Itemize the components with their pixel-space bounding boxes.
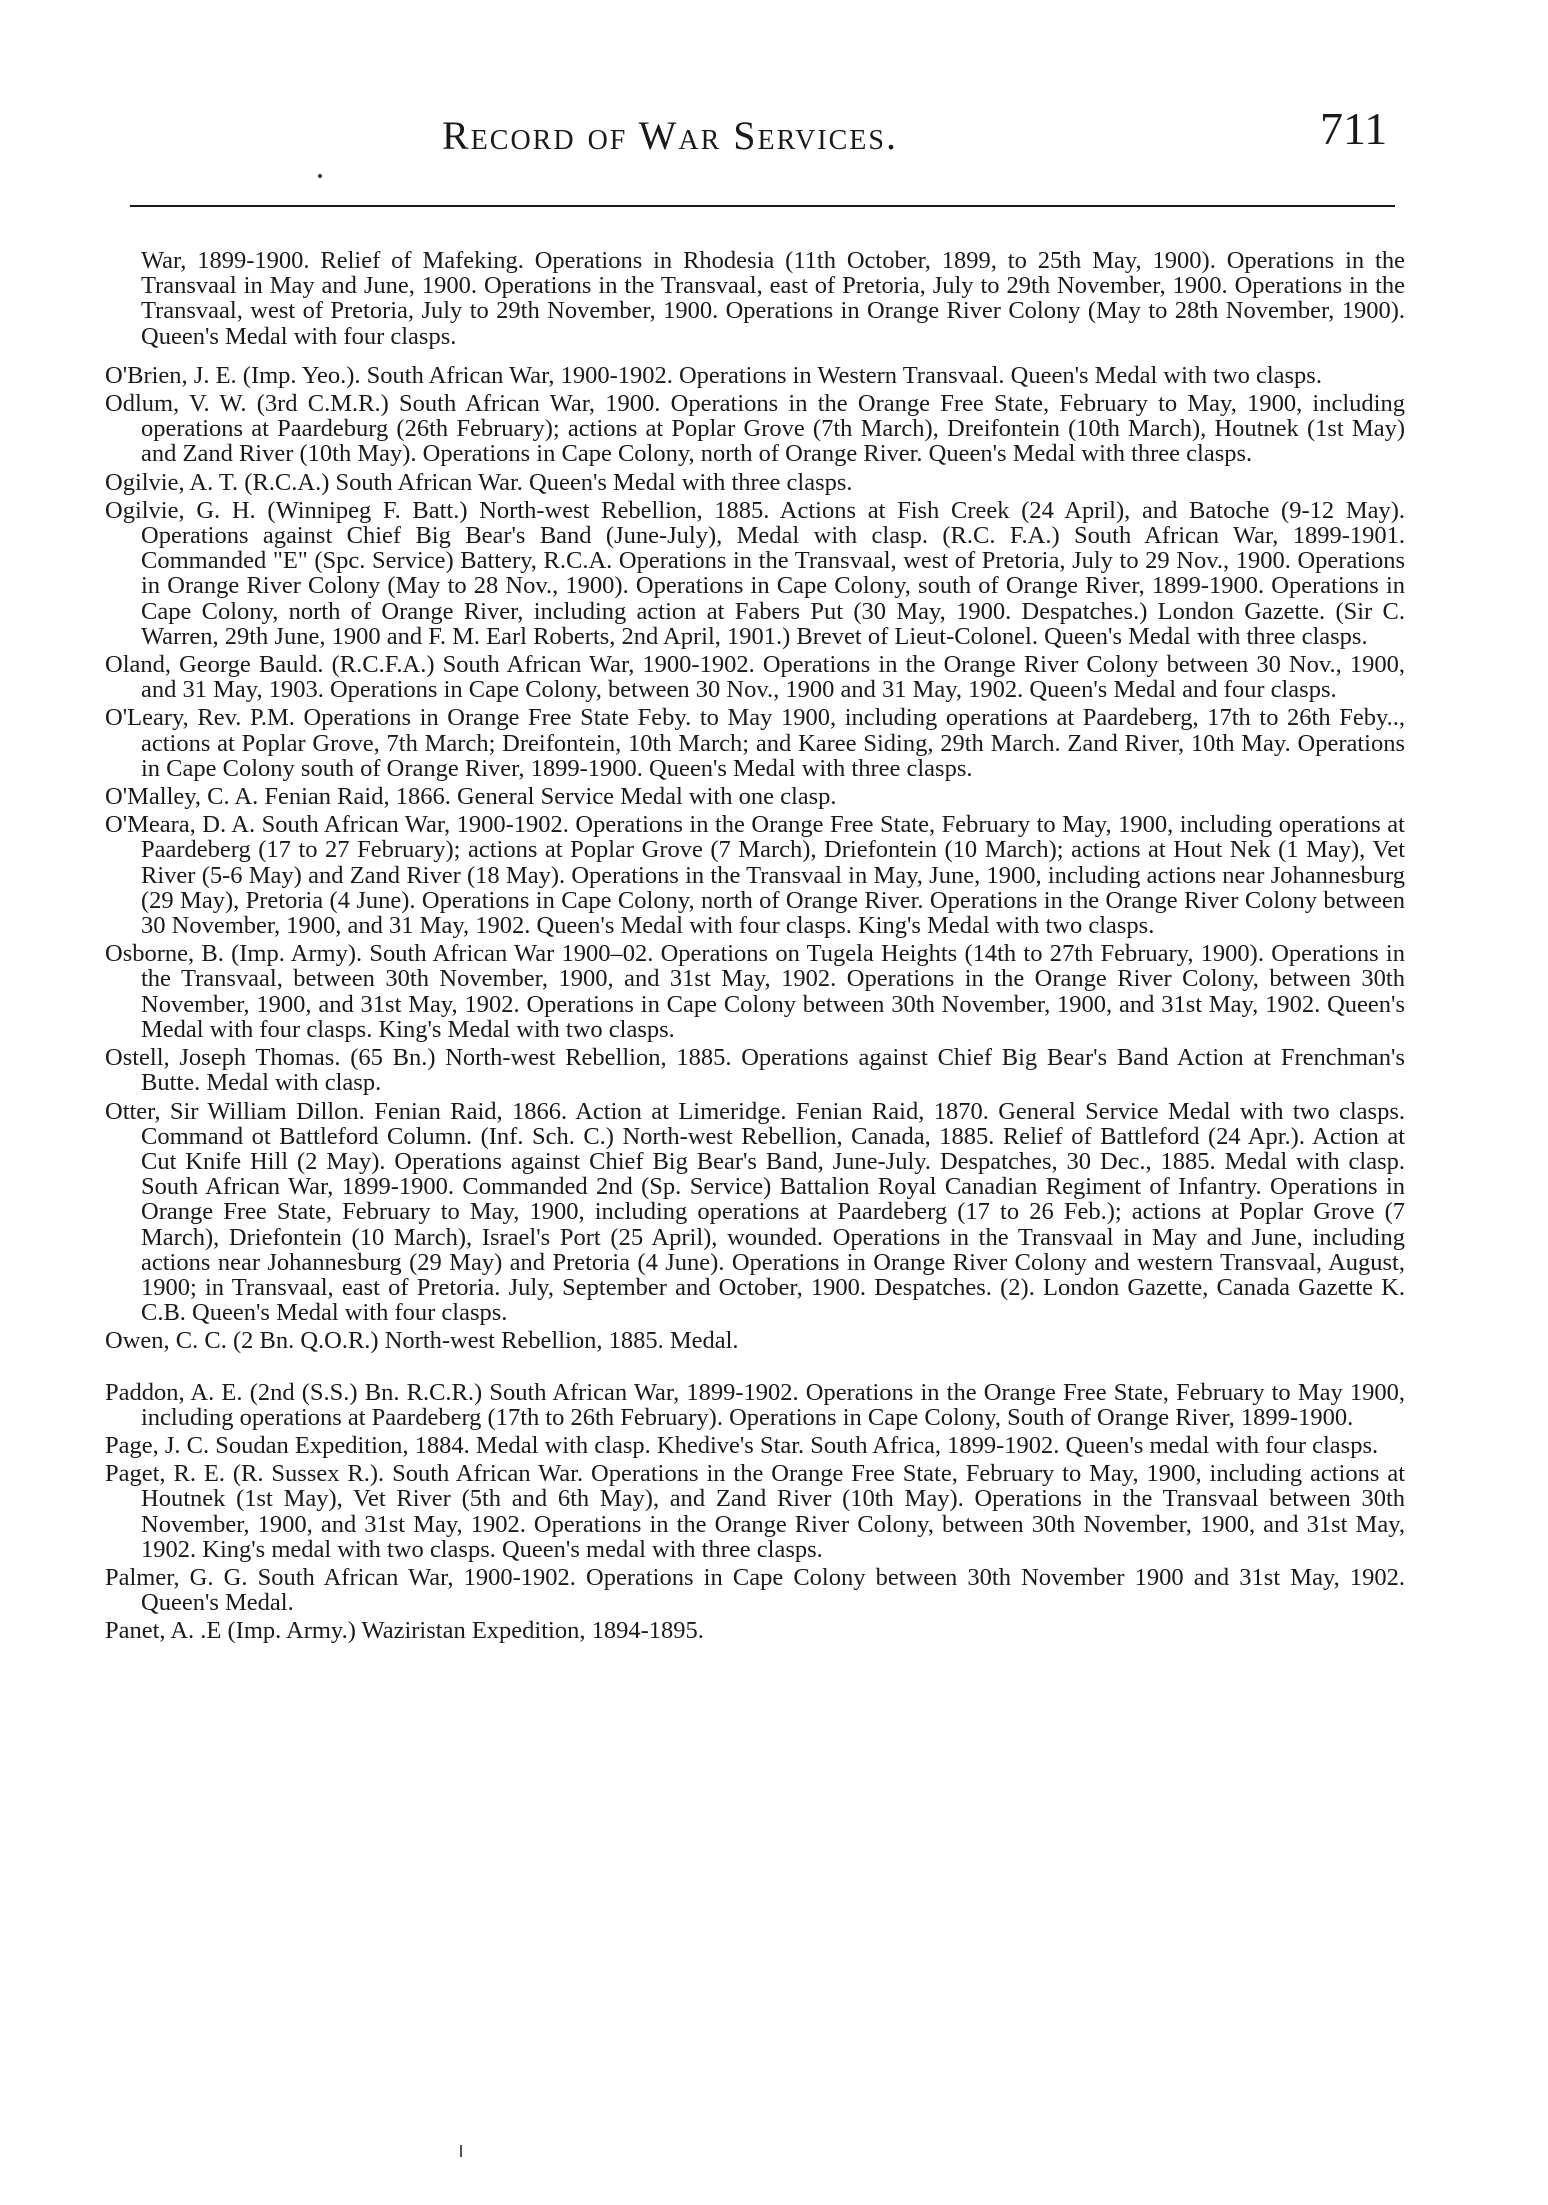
record-entry	[105, 784, 1405, 809]
entry-text: (3rd C.M.R.) South African War, 1900. Operations in the Orange Free State, February to May, 1900, including operations at Paardeburg (26th February); actions at Poplar Grove (7th March), Dreifontein (10th March), Houtnek (1st May) and Zand River (10th May). Operations in Cape Colony, north of Orange River. Queen's Medal with three clasps.	[141, 390, 1405, 468]
entry-name: Page, J. C.	[105, 1431, 210, 1459]
entry-name: Odlum, V. W.	[105, 390, 247, 418]
entry-name: Palmer, G. G.	[105, 1563, 248, 1591]
record-entry	[105, 1328, 1405, 1353]
entry-text: (R. Sussex R.). South African War. Operations in the Orange Free State, February to May, 1900, including actions at Houtnek (1st May), Vet River (5th and 6th May), and Zand River (10th May). Operations in the Transvaal between 30th November, 1900, and 31st May, 1902. Operations in the Orange River Colony, between 30th November, 1900, and 31st May, 1902. King's medal with two clasps. Queen's medal with three clasps.	[141, 1460, 1405, 1563]
record-entry	[105, 1565, 1405, 1615]
page-header	[0, 0, 1548, 210]
header-rule	[130, 205, 1395, 207]
entry-name: Ostell, Joseph Thomas.	[105, 1044, 341, 1072]
entry-text: (2 Bn. Q.O.R.) North-west Rebellion, 1885. Medal.	[232, 1327, 739, 1355]
record-entry	[105, 470, 1405, 495]
entry-name: O'Malley, C. A.	[105, 783, 259, 811]
record-entry	[105, 1045, 1405, 1095]
continuation-text: War, 1899-1900. Relief of Mafeking. Operations in Rhodesia (11th October, 1899, to 25th May, 1900). Operations in the Transvaal in May and June, 1900. Operations in the Transvaal, east of Pretoria, July to 29th November, 1900. Operations in the Transvaal, west of Pretoria, July to 29th November, 1900. Operations in Orange River Colony (May to 28th November, 1900). Queen's Medal with four clasps.	[141, 247, 1405, 350]
entry-name: Owen, C. C.	[105, 1327, 227, 1355]
entry-text: (Imp. Yeo.). South African War, 1900-1902. Operations in Western Transvaal. Queen's Medal with two clasps.	[242, 361, 1322, 389]
entry-name: Paddon, A. E.	[105, 1378, 243, 1406]
entry-name: Otter, Sir William Dillon.	[105, 1097, 365, 1125]
entry-name: O'Meara, D. A.	[105, 811, 256, 839]
entry-text: (2nd (S.S.) Bn. R.C.R.) South African War, 1899-1902. Operations in the Orange Free State, February to May 1900, including operations at Paardeberg (17th to 26th February). Operations in Cape Colony, South of Orange River, 1899-1900.	[141, 1378, 1406, 1431]
record-entry	[105, 941, 1405, 1042]
entry-name: O'Leary, Rev. P.M.	[105, 704, 295, 732]
record-entry	[105, 1380, 1405, 1430]
entry-text: Fenian Raid, 1866. General Service Medal with one clasp.	[264, 783, 837, 811]
entry-text: Fenian Raid, 1866. Action at Limeridge. Fenian Raid, 1870. General Service Medal with two clasps. Command ot Battleford Column. (Inf. Sch. C.) North-west Rebellion, Canada, 1885. Relief of Battleford (24 Apr.). Action at Cut Knife Hill (2 May). Operations against Chief Big Bear's Band, June-July. Despatches, 30 Dec., 1885. Medal with clasp. South African War, 1899-1900. Commanded 2nd (Sp. Service) Battalion Royal Canadian Regiment of Infantry. Operations in Orange Free State, February to May, 1900, including operations at Paardeberg (17 to 26 Feb.); actions at Poplar Grove (7 March), Driefontein (10 March), Israel's Port (25 April), wounded. Operations in the Transvaal in May and June, including actions near Johannesburg (29 May) and Pretoria (4 June). Operations in Orange River Colony and western Transvaal, August, 1900; in Transvaal, east of Pretoria. July, September and October, 1900. Despatches. (2). London Gazette, Canada Gazette K. C.B. Queen's Medal with four clasps.	[141, 1097, 1405, 1327]
entry-name: Ogilvie, G. H.	[105, 496, 256, 524]
entry-name: Paget, R. E.	[105, 1460, 225, 1488]
print-speck	[318, 174, 322, 178]
entry-name: O'Brien, J. E.	[105, 361, 237, 389]
entry-text: (R.C.F.A.) South African War, 1900-1902. Operations in the Orange River Colony between 30 Nov., 1900, and 31 May, 1903. Operations in Cape Colony, between 30 Nov., 1900 and 31 May, 1902. Queen's Medal and four clasps.	[141, 651, 1406, 704]
entry-text: South African War, 1900-1902. Operations in Cape Colony between 30th November 1900 and 31st May, 1902. Queen's Medal.	[141, 1563, 1406, 1617]
entry-name: Ogilvie, A. T.	[105, 468, 239, 496]
entry-name: Osborne, B.	[105, 940, 224, 968]
record-entry	[105, 391, 1405, 467]
record-entry	[105, 1433, 1405, 1458]
entry-text: Operations in Orange Free State Feby. to May 1900, including operations at Paardeberg, 17th to 26th Feby.., actions at Poplar Grove, 7th March; Dreifontein, 10th March; and Karee Siding, 29th March. Zand River, 10th May. Operations in Cape Colony south of Orange River, 1899-1900. Queen's Medal with three clasps.	[141, 704, 1405, 782]
running-title: Record of War Services.	[442, 113, 898, 158]
record-entry	[105, 363, 1405, 388]
page-number: 711	[1320, 103, 1388, 154]
entry-text: (R.C.A.) South African War. Queen's Medal with three clasps.	[244, 468, 853, 496]
record-entry	[105, 705, 1405, 781]
entry-text: (65 Bn.) North-west Rebellion, 1885. Operations against Chief Big Bear's Band Action at Frenchman's Butte. Medal with clasp.	[141, 1044, 1405, 1097]
entry-text: Soudan Expedition, 1884. Medal with clasp. Khedive's Star. South Africa, 1899-1902. Queen's medal with four clasps.	[215, 1431, 1379, 1459]
entry-text: South African War, 1900-1902. Operations in the Orange Free State, February to May, 1900, including operations at Paardeberg (17 to 27 February); actions at Poplar Grove (7 March), Driefontein (10 March); actions at Hout Nek (1 May), Vet River (5-6 May) and Zand River (18 May). Operations in the Transvaal in May, June, 1900, including actions near Johannesburg (29 May), Pretoria (4 June). Operations in Cape Colony, north of Orange River. Operations in the Orange River Colony between 30 November, 1900, and 31 May, 1902. Queen's Medal with four clasps. King's Medal with two clasps.	[141, 811, 1405, 940]
record-entry	[105, 812, 1405, 938]
record-entry	[105, 652, 1405, 702]
print-speck	[460, 2145, 462, 2157]
entry-text: (Winnipeg F. Batt.) North-west Rebellion, 1885. Actions at Fish Creek (24 April), and Batoche (9-12 May). Operations against Chief Big Bear's Band (June-July), Medal with clasp. (R.C. F.A.) South African War, 1899-1901. Commanded "E" (Spc. Service) Battery, R.C.A. Operations in the Transvaal, west of Pretoria, July to 29 Nov., 1900. Operations in Orange River Colony (May to 28 Nov., 1900). Operations in Cape Colony, south of Orange River, 1899-1900. Operations in Cape Colony, north of Orange River, including action at Fabers Put (30 May, 1900. Despatches.) London Gazette. (Sir C. Warren, 29th June, 1900 and F. M. Earl Roberts, 2nd April, 1901.) Brevet of Lieut-Colonel. Queen's Medal with three clasps.	[141, 496, 1406, 650]
entry-name: Panet, A. .E	[105, 1617, 222, 1645]
record-entry	[105, 1461, 1405, 1562]
entry-text: (Imp. Army). South African War 1900–02. Operations on Tugela Heights (14th to 27th February, 1900). Operations in the Transvaal, between 30th November, 1900, and 31st May, 1902. Operations in the Orange River Colony, between 30th November, 1900, and 31st May, 1902. Operations in Cape Colony between 30th November, 1900, and 31st May, 1902. Queen's Medal with four clasps. King's Medal with two clasps.	[141, 940, 1405, 1043]
record-entry	[105, 498, 1405, 649]
entry-text: (Imp. Army.) Waziristan Expedition, 1894-1895.	[227, 1617, 704, 1645]
record-entry	[105, 1618, 1405, 1643]
entry-name: Oland, George Bauld.	[105, 651, 324, 679]
record-entry	[105, 1099, 1405, 1326]
record-entries	[105, 248, 1405, 1647]
